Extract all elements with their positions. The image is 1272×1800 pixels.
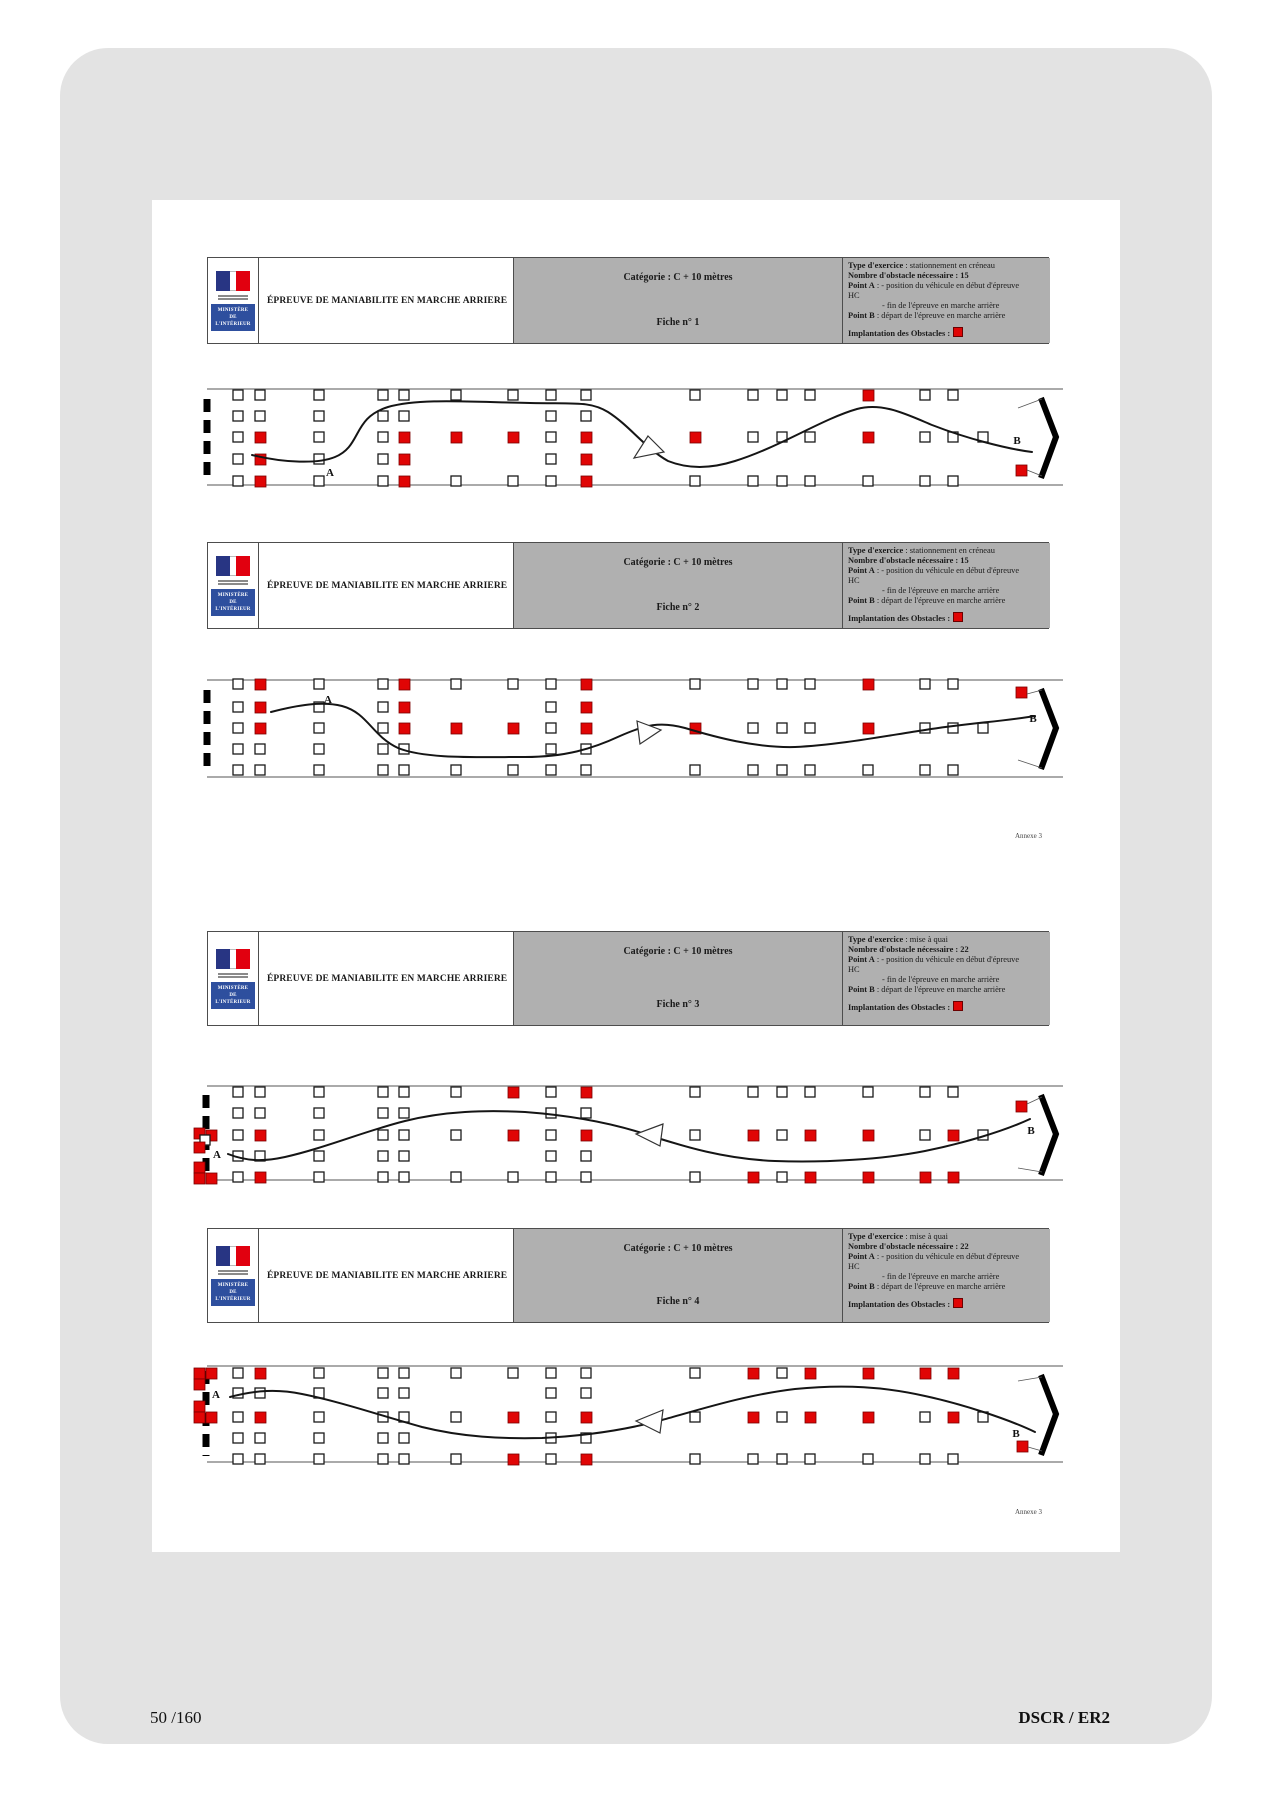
emblem-caption bbox=[218, 972, 248, 979]
fiche-header-2 bbox=[207, 542, 1049, 629]
document-title: ÉPREUVE DE MANIABILITE EN MARCHE ARRIERE bbox=[267, 580, 508, 591]
emblem-caption bbox=[218, 1269, 248, 1276]
france-flag-emblem bbox=[216, 271, 250, 291]
exercise-info-box: Type d'exercice : mise à quai Nombre d'obstacle nécessaire : 22 Point A : - position du véhicule en début d'épreuve HC - fin de l'épreuve en marche arrière Point B : départ de l'épreuve en marche arrière Implantation des Obstacles : bbox=[842, 1229, 1050, 1322]
categorie-label: Catégorie : C + 10 mètres bbox=[623, 1243, 733, 1254]
annexe-label: Annexe 3 bbox=[1014, 832, 1042, 840]
fiche-number: Fiche n° 1 bbox=[656, 317, 700, 328]
ministry-logo bbox=[208, 1229, 258, 1322]
exercise-info-box: Type d'exercice : stationnement en créneau Nombre d'obstacle nécessaire : 15 Point A : - position du véhicule en début d'épreuve HC - fin de l'épreuve en marche arrière Point B : départ de l'épreuve en marche arrière Implantation des Obstacles : bbox=[842, 258, 1050, 343]
document-title: ÉPREUVE DE MANIABILITE EN MARCHE ARRIERE bbox=[267, 973, 508, 984]
svg-text:B: B bbox=[1012, 1428, 1020, 1440]
document-title: ÉPREUVE DE MANIABILITE EN MARCHE ARRIERE bbox=[267, 295, 508, 306]
svg-text:A: A bbox=[213, 1149, 221, 1161]
categorie-label: Catégorie : C + 10 mètres bbox=[623, 946, 733, 957]
france-flag-emblem bbox=[216, 949, 250, 969]
ministry-label: MINISTÈRE DE L'INTÉRIEUR bbox=[211, 589, 255, 616]
document-title: ÉPREUVE DE MANIABILITE EN MARCHE ARRIERE bbox=[267, 1270, 508, 1281]
obstacle-key-swatch bbox=[953, 612, 963, 622]
svg-text:A: A bbox=[324, 694, 332, 706]
fiche-header-3 bbox=[207, 931, 1049, 1026]
fiche-number: Fiche n° 2 bbox=[656, 602, 700, 613]
annexe-label: Annexe 3 bbox=[1014, 1508, 1042, 1516]
exercise-info-box: Type d'exercice : stationnement en créneau Nombre d'obstacle nécessaire : 15 Point A : - position du véhicule en début d'épreuve HC - fin de l'épreuve en marche arrière Point B : départ de l'épreuve en marche arrière Implantation des Obstacles : bbox=[842, 543, 1050, 628]
ministry-label: MINISTÈRE DE L'INTÉRIEUR bbox=[211, 304, 255, 331]
obstacle-key-swatch bbox=[953, 327, 963, 337]
france-flag-emblem bbox=[216, 1246, 250, 1266]
svg-text:A: A bbox=[212, 1389, 220, 1401]
emblem-caption bbox=[218, 579, 248, 586]
course-diagram-2 bbox=[185, 652, 1080, 807]
course-diagram-3 bbox=[185, 1058, 1080, 1213]
ministry-logo bbox=[208, 543, 258, 628]
course-diagram-4 bbox=[185, 1338, 1080, 1493]
document-reference: DSCR / ER2 bbox=[1018, 1708, 1110, 1727]
svg-text:B: B bbox=[1029, 713, 1037, 725]
categorie-label: Catégorie : C + 10 mètres bbox=[623, 272, 733, 283]
ministry-logo bbox=[208, 258, 258, 343]
categorie-label: Catégorie : C + 10 mètres bbox=[623, 557, 733, 568]
fiche-header-4 bbox=[207, 1228, 1049, 1323]
emblem-caption bbox=[218, 294, 248, 301]
fiche-number: Fiche n° 4 bbox=[656, 1296, 700, 1307]
france-flag-emblem bbox=[216, 556, 250, 576]
obstacle-key-swatch bbox=[953, 1001, 963, 1011]
ministry-label: MINISTÈRE DE L'INTÉRIEUR bbox=[211, 1279, 255, 1306]
svg-text:B: B bbox=[1027, 1125, 1035, 1137]
svg-text:A: A bbox=[326, 467, 334, 479]
obstacle-key-swatch bbox=[953, 1298, 963, 1308]
ministry-label: MINISTÈRE DE L'INTÉRIEUR bbox=[211, 982, 255, 1009]
fiche-header-1 bbox=[207, 257, 1049, 344]
exercise-info-box: Type d'exercice : mise à quai Nombre d'obstacle nécessaire : 22 Point A : - position du véhicule en début d'épreuve HC - fin de l'épreuve en marche arrière Point B : départ de l'épreuve en marche arrière Implantation des Obstacles : bbox=[842, 932, 1050, 1025]
ministry-logo bbox=[208, 932, 258, 1025]
page-number: 50 /160 bbox=[150, 1708, 202, 1727]
svg-text:B: B bbox=[1013, 435, 1021, 447]
fiche-number: Fiche n° 3 bbox=[656, 999, 700, 1010]
course-diagram-1 bbox=[185, 360, 1080, 515]
